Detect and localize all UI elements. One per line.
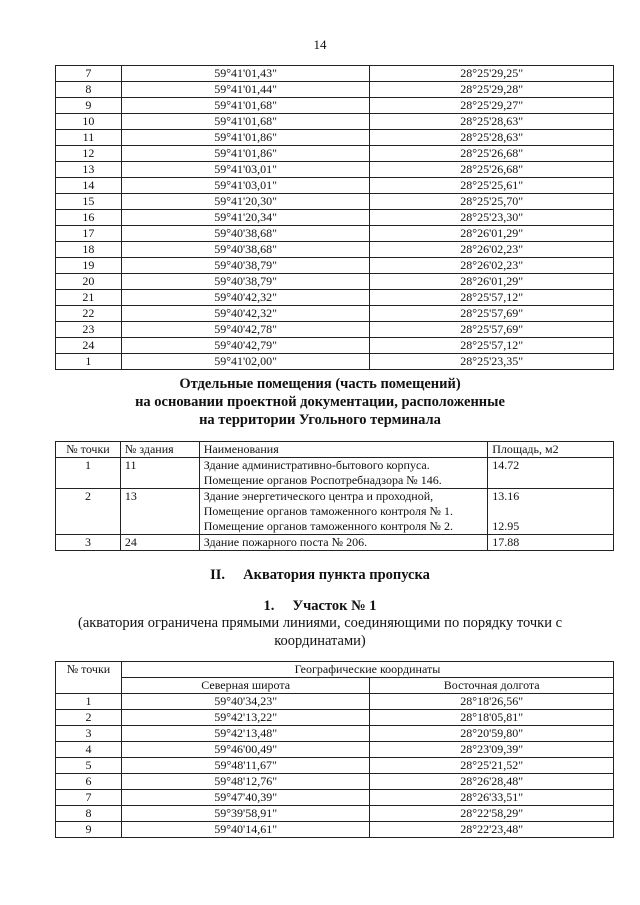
north-latitude: 59°40'34,23": [121, 694, 370, 710]
north-latitude: 59°41'01,68": [121, 114, 370, 130]
header-geo-coordinates: Географические координаты: [121, 662, 613, 678]
point-number: 3: [56, 726, 122, 742]
coordinate-row: [56, 178, 614, 194]
point-number: 13: [56, 162, 122, 178]
east-longitude: 28°25'28,63": [370, 130, 614, 146]
point-number: 1: [56, 458, 121, 489]
coordinate-row: [56, 226, 614, 242]
north-latitude: 59°41'02,00": [121, 354, 370, 370]
east-longitude: 28°26'28,48": [370, 774, 614, 790]
point-number: 16: [56, 210, 122, 226]
east-longitude: 28°25'57,69": [370, 322, 614, 338]
point-number: 11: [56, 130, 122, 146]
area-value: 17.88: [492, 535, 520, 549]
east-longitude: 28°26'33,51": [370, 790, 614, 806]
header-name: Наименования: [199, 442, 487, 458]
coordinate-row: [56, 338, 614, 354]
east-longitude: 28°25'57,12": [370, 290, 614, 306]
premises-heading-line-3: на территории Угольного терминала: [199, 412, 441, 428]
point-number: 4: [56, 742, 122, 758]
premises-table: [55, 441, 614, 551]
section-heading: [0, 566, 640, 584]
north-latitude: 59°48'12,76": [121, 774, 370, 790]
east-longitude: 28°23'09,39": [370, 742, 614, 758]
point-number: 7: [56, 66, 122, 82]
north-latitude: 59°40'38,79": [121, 274, 370, 290]
subsection-note-line-1: (акватория ограничена прямыми линиями, соединяющими по порядку точки с: [77, 615, 563, 631]
premises-area: [488, 489, 614, 535]
header-building-number: № здания: [120, 442, 199, 458]
coordinate-row: [56, 66, 614, 82]
north-latitude: 59°41'03,01": [121, 162, 370, 178]
point-number: 8: [56, 82, 122, 98]
north-latitude: 59°41'01,68": [121, 98, 370, 114]
east-longitude: 28°18'05,81": [370, 710, 614, 726]
point-number: 24: [56, 338, 122, 354]
point-number: 21: [56, 290, 122, 306]
east-longitude: 28°25'28,63": [370, 114, 614, 130]
coordinate-row: [56, 82, 614, 98]
east-longitude: 28°25'29,28": [370, 82, 614, 98]
coordinate-row: [56, 194, 614, 210]
coordinate-row: [56, 822, 614, 838]
east-longitude: 28°25'23,35": [370, 354, 614, 370]
premises-row: [56, 489, 614, 535]
point-number: 7: [56, 790, 122, 806]
east-longitude: 28°26'02,23": [370, 242, 614, 258]
east-longitude: 28°26'01,29": [370, 226, 614, 242]
north-latitude: 59°40'42,32": [121, 290, 370, 306]
east-longitude: 28°26'02,23": [370, 258, 614, 274]
north-latitude: 59°48'11,67": [121, 758, 370, 774]
coordinates-table-body: [56, 66, 614, 370]
coordinate-row: [56, 306, 614, 322]
coordinate-row: [56, 210, 614, 226]
north-latitude: 59°40'38,79": [121, 258, 370, 274]
header-point-number: № точки: [56, 442, 121, 458]
point-number: 5: [56, 758, 122, 774]
building-number: 11: [120, 458, 199, 489]
subsection-title: Участок № 1: [292, 598, 377, 614]
north-latitude: 59°41'01,86": [121, 130, 370, 146]
coordinate-row: [56, 242, 614, 258]
east-longitude: 28°25'21,52": [370, 758, 614, 774]
coordinate-row: [56, 774, 614, 790]
header-east-longitude: Восточная долгота: [370, 678, 614, 694]
north-latitude: 59°40'42,79": [121, 338, 370, 354]
point-number: 6: [56, 774, 122, 790]
east-longitude: 28°25'25,61": [370, 178, 614, 194]
point-number: 15: [56, 194, 122, 210]
subsection-number: 1.: [263, 598, 275, 614]
point-number: 23: [56, 322, 122, 338]
premises-heading-line-2: на основании проектной документации, расположенные: [135, 394, 505, 410]
north-latitude: 59°42'13,22": [121, 710, 370, 726]
area-value: 12.95: [492, 519, 520, 533]
point-number: 19: [56, 258, 122, 274]
premises-row: [56, 535, 614, 551]
water-area-coordinates-table: [55, 661, 614, 838]
point-number: 14: [56, 178, 122, 194]
premises-name-line: Здание пожарного поста № 206.: [203, 535, 368, 549]
premises-area: [488, 458, 614, 489]
east-longitude: 28°22'58,29": [370, 806, 614, 822]
north-latitude: 59°40'38,68": [121, 226, 370, 242]
north-latitude: 59°40'42,32": [121, 306, 370, 322]
coordinate-row: [56, 130, 614, 146]
premises-name-line: Помещение органов таможенного контроля № 1.: [203, 504, 453, 518]
point-number: 12: [56, 146, 122, 162]
north-latitude: 59°40'42,78": [121, 322, 370, 338]
premises-name-line: Помещение органов таможенного контроля № 2.: [203, 519, 453, 533]
area-value: 14.72: [492, 458, 520, 472]
coordinate-row: [56, 258, 614, 274]
coordinates-table-continued: [55, 65, 614, 370]
east-longitude: 28°22'23,48": [370, 822, 614, 838]
premises-table-header-row: [56, 442, 614, 458]
header-north-latitude: Северная широта: [121, 678, 370, 694]
coordinate-row: [56, 114, 614, 130]
point-number: 9: [56, 98, 122, 114]
coordinate-row: [56, 354, 614, 370]
east-longitude: 28°25'26,68": [370, 162, 614, 178]
coordinate-row: [56, 806, 614, 822]
north-latitude: 59°41'20,30": [121, 194, 370, 210]
premises-area: [488, 535, 614, 551]
coordinate-row: [56, 290, 614, 306]
point-number: 17: [56, 226, 122, 242]
coordinate-row: [56, 322, 614, 338]
page-number: 14: [313, 37, 327, 52]
header-point-number: № точки: [56, 662, 122, 694]
point-number: 2: [56, 710, 122, 726]
north-latitude: 59°40'38,68": [121, 242, 370, 258]
subsection-note-line-2: координатами): [274, 633, 366, 649]
north-latitude: 59°42'13,48": [121, 726, 370, 742]
east-longitude: 28°25'23,30": [370, 210, 614, 226]
north-latitude: 59°41'01,43": [121, 66, 370, 82]
north-latitude: 59°41'01,86": [121, 146, 370, 162]
north-latitude: 59°41'20,34": [121, 210, 370, 226]
coordinate-row: [56, 758, 614, 774]
section-title: Акватория пункта пропуска: [243, 567, 430, 583]
premises-name: [199, 458, 487, 489]
east-longitude: 28°20'59,80": [370, 726, 614, 742]
coordinates-header-row: [56, 662, 614, 678]
point-number: 1: [56, 354, 122, 370]
east-longitude: 28°25'57,69": [370, 306, 614, 322]
premises-row: [56, 458, 614, 489]
section-numeral: II.: [210, 567, 226, 583]
building-number: 24: [120, 535, 199, 551]
point-number: 3: [56, 535, 121, 551]
east-longitude: 28°25'26,68": [370, 146, 614, 162]
east-longitude: 28°25'29,25": [370, 66, 614, 82]
coordinate-row: [56, 162, 614, 178]
premises-name-line: Здание административно-бытового корпуса.: [203, 458, 430, 472]
north-latitude: 59°39'58,91": [121, 806, 370, 822]
point-number: 1: [56, 694, 122, 710]
coordinate-row: [56, 98, 614, 114]
north-latitude: 59°40'14,61": [121, 822, 370, 838]
premises-heading-line-1: Отдельные помещения (часть помещений): [179, 376, 461, 392]
premises-name-line: Здание энергетического центра и проходной,: [203, 489, 434, 503]
east-longitude: 28°25'57,12": [370, 338, 614, 354]
coordinate-row: [56, 710, 614, 726]
north-latitude: 59°41'03,01": [121, 178, 370, 194]
header-area: Площадь, м2: [488, 442, 614, 458]
coordinate-row: [56, 694, 614, 710]
east-longitude: 28°18'26,56": [370, 694, 614, 710]
north-latitude: 59°47'40,39": [121, 790, 370, 806]
point-number: 22: [56, 306, 122, 322]
coordinate-row: [56, 742, 614, 758]
coordinate-row: [56, 274, 614, 290]
point-number: 8: [56, 806, 122, 822]
subsection-heading: [0, 597, 640, 615]
premises-name: [199, 489, 487, 535]
premises-name: [199, 535, 487, 551]
coordinates-subheader-row: [56, 678, 614, 694]
coordinate-row: [56, 146, 614, 162]
east-longitude: 28°25'29,27": [370, 98, 614, 114]
premises-name-line: Помещение органов Роспотребнадзора № 146.: [203, 473, 442, 487]
area-value: 13.16: [492, 489, 520, 503]
point-number: 2: [56, 489, 121, 535]
east-longitude: 28°26'01,29": [370, 274, 614, 290]
point-number: 20: [56, 274, 122, 290]
point-number: 18: [56, 242, 122, 258]
north-latitude: 59°41'01,44": [121, 82, 370, 98]
point-number: 10: [56, 114, 122, 130]
building-number: 13: [120, 489, 199, 535]
coordinate-row: [56, 726, 614, 742]
east-longitude: 28°25'25,70": [370, 194, 614, 210]
coordinate-row: [56, 790, 614, 806]
north-latitude: 59°46'00,49": [121, 742, 370, 758]
point-number: 9: [56, 822, 122, 838]
water-area-table-body: [56, 694, 614, 838]
